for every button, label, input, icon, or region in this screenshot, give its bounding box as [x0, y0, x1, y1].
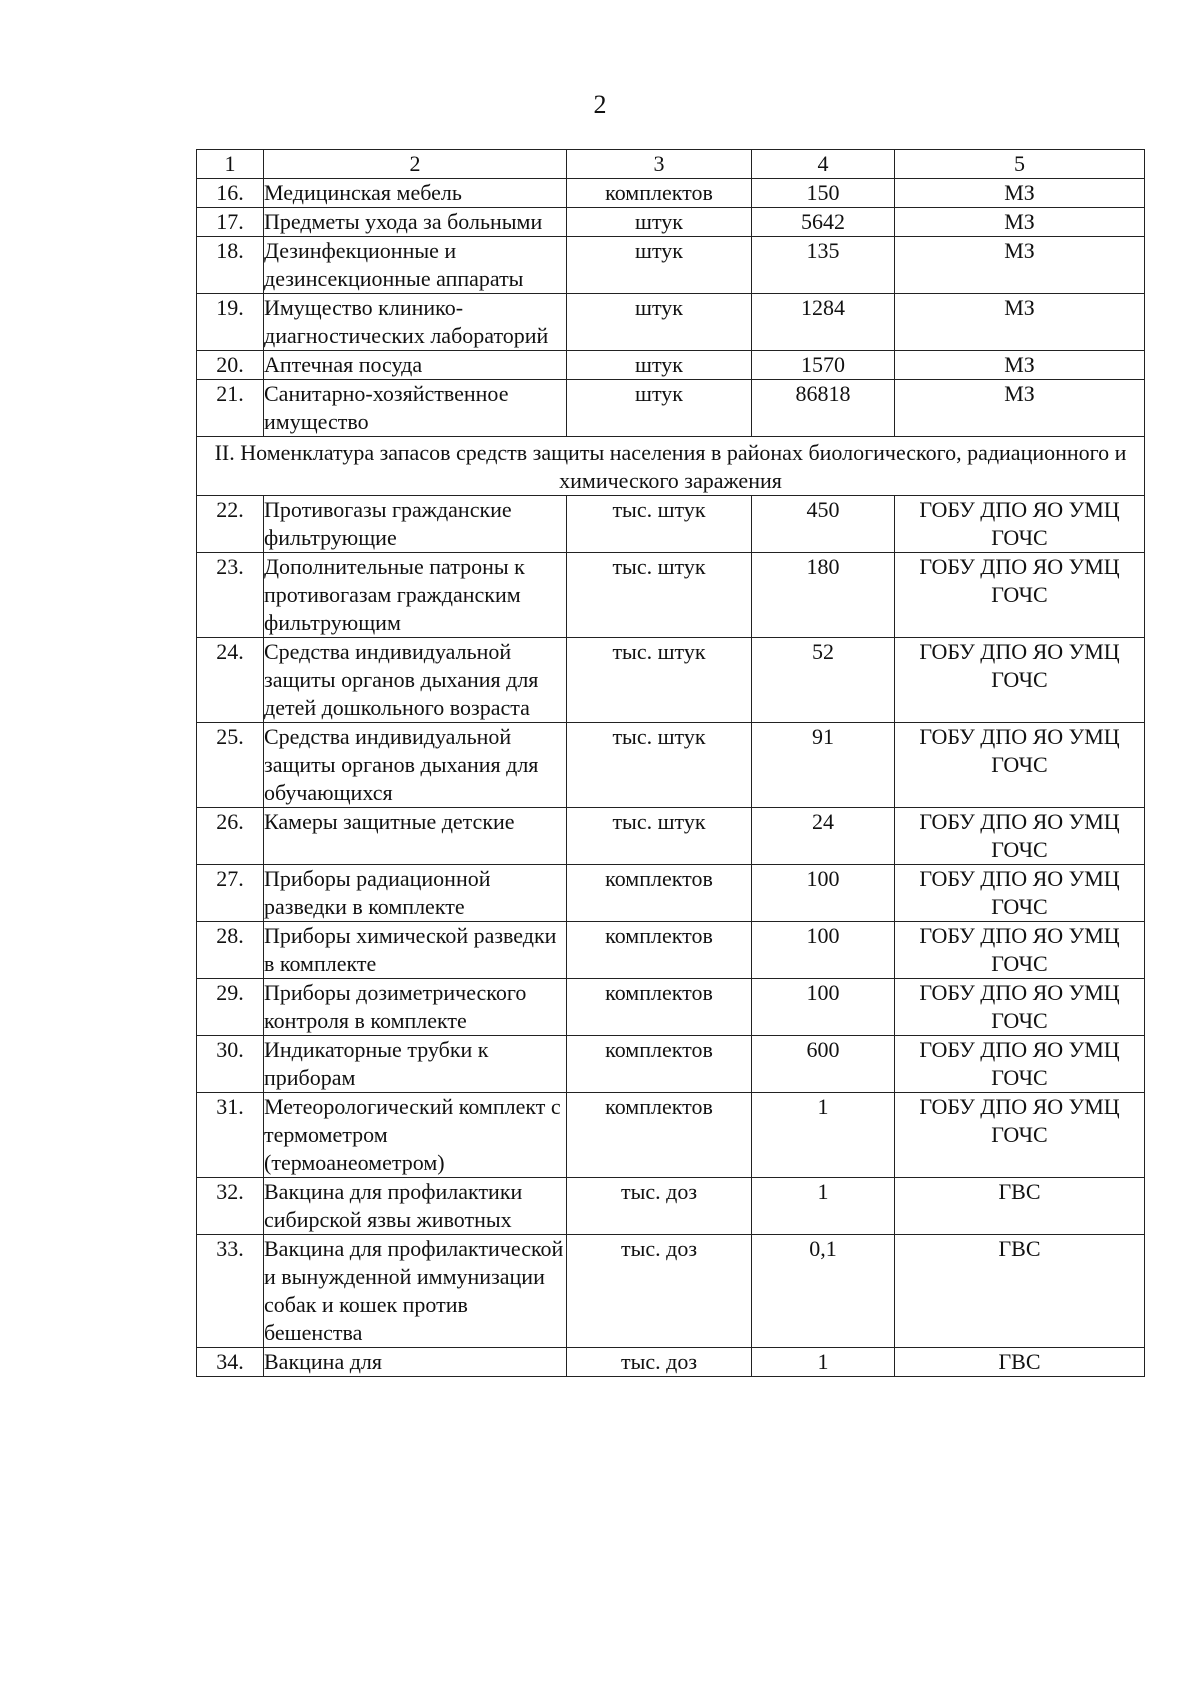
- table-row: [197, 865, 1145, 922]
- row-number: 28.: [197, 922, 264, 979]
- quantity: 24: [752, 808, 895, 865]
- column-header-2: 2: [264, 150, 567, 179]
- responsible-body: МЗ: [895, 179, 1145, 208]
- unit-of-measure: комплектов: [567, 865, 752, 922]
- quantity: 150: [752, 179, 895, 208]
- unit-of-measure: комплектов: [567, 922, 752, 979]
- responsible-body: ГОБУ ДПО ЯО УМЦ ГОЧС: [895, 496, 1145, 553]
- row-number: 20.: [197, 351, 264, 380]
- quantity: 86818: [752, 380, 895, 437]
- column-header-1: 1: [197, 150, 264, 179]
- row-number: 27.: [197, 865, 264, 922]
- quantity: 135: [752, 237, 895, 294]
- item-name: Вакцина для профилактики сибирской язвы животных: [264, 1178, 567, 1235]
- unit-of-measure: комплектов: [567, 1036, 752, 1093]
- item-name: Средства индивидуальной защиты органов дыхания для детей дошкольного возраста: [264, 638, 567, 723]
- quantity: 100: [752, 979, 895, 1036]
- row-number: 16.: [197, 179, 264, 208]
- table-row: [197, 1235, 1145, 1348]
- unit-of-measure: комплектов: [567, 979, 752, 1036]
- unit-of-measure: штук: [567, 380, 752, 437]
- table-row: [197, 237, 1145, 294]
- quantity: 1570: [752, 351, 895, 380]
- unit-of-measure: тыс. штук: [567, 496, 752, 553]
- table-row: [197, 496, 1145, 553]
- row-number: 32.: [197, 1178, 264, 1235]
- quantity: 1: [752, 1178, 895, 1235]
- unit-of-measure: тыс. штук: [567, 723, 752, 808]
- row-number: 29.: [197, 979, 264, 1036]
- quantity: 1: [752, 1093, 895, 1178]
- responsible-body: МЗ: [895, 380, 1145, 437]
- item-name: Средства индивидуальной защиты органов дыхания для обучающихся: [264, 723, 567, 808]
- quantity: 450: [752, 496, 895, 553]
- quantity: 100: [752, 922, 895, 979]
- unit-of-measure: комплектов: [567, 179, 752, 208]
- unit-of-measure: штук: [567, 237, 752, 294]
- table-row: [197, 553, 1145, 638]
- row-number: 17.: [197, 208, 264, 237]
- item-name: Аптечная посуда: [264, 351, 567, 380]
- item-name: Метеорологический комплект с термометром (термоанеометром): [264, 1093, 567, 1178]
- quantity: 1284: [752, 294, 895, 351]
- unit-of-measure: штук: [567, 294, 752, 351]
- responsible-body: ГВС: [895, 1178, 1145, 1235]
- responsible-body: ГОБУ ДПО ЯО УМЦ ГОЧС: [895, 1036, 1145, 1093]
- table-row: [197, 351, 1145, 380]
- quantity: 100: [752, 865, 895, 922]
- unit-of-measure: комплектов: [567, 1093, 752, 1178]
- unit-of-measure: тыс. доз: [567, 1235, 752, 1348]
- page-number: 2: [593, 90, 607, 119]
- row-number: 33.: [197, 1235, 264, 1348]
- quantity: 0,1: [752, 1235, 895, 1348]
- responsible-body: МЗ: [895, 208, 1145, 237]
- column-header-row: [197, 150, 1145, 179]
- table-row: [197, 380, 1145, 437]
- nomenclature-table: [196, 149, 1145, 1377]
- responsible-body: ГОБУ ДПО ЯО УМЦ ГОЧС: [895, 638, 1145, 723]
- item-name: Приборы химической разведки в комплекте: [264, 922, 567, 979]
- table-row: [197, 723, 1145, 808]
- table-row: [197, 208, 1145, 237]
- item-name: Индикаторные трубки к приборам: [264, 1036, 567, 1093]
- responsible-body: МЗ: [895, 237, 1145, 294]
- unit-of-measure: тыс. штук: [567, 808, 752, 865]
- table-row: [197, 179, 1145, 208]
- column-header-4: 4: [752, 150, 895, 179]
- column-header-3: 3: [567, 150, 752, 179]
- quantity: 5642: [752, 208, 895, 237]
- table-row: [197, 979, 1145, 1036]
- item-name: Приборы радиационной разведки в комплекте: [264, 865, 567, 922]
- responsible-body: ГОБУ ДПО ЯО УМЦ ГОЧС: [895, 723, 1145, 808]
- unit-of-measure: тыс. штук: [567, 553, 752, 638]
- item-name: Предметы ухода за больными: [264, 208, 567, 237]
- responsible-body: ГОБУ ДПО ЯО УМЦ ГОЧС: [895, 1093, 1145, 1178]
- responsible-body: ГОБУ ДПО ЯО УМЦ ГОЧС: [895, 979, 1145, 1036]
- quantity: 52: [752, 638, 895, 723]
- row-number: 31.: [197, 1093, 264, 1178]
- item-name: Приборы дозиметрического контроля в комплекте: [264, 979, 567, 1036]
- row-number: 30.: [197, 1036, 264, 1093]
- row-number: 25.: [197, 723, 264, 808]
- table-row: [197, 808, 1145, 865]
- unit-of-measure: тыс. доз: [567, 1178, 752, 1235]
- responsible-body: ГОБУ ДПО ЯО УМЦ ГОЧС: [895, 865, 1145, 922]
- item-name: Медицинская мебель: [264, 179, 567, 208]
- section-row: [197, 437, 1145, 496]
- item-name: Вакцина для профилактической и вынужденной иммунизации собак и кошек против бешенства: [264, 1235, 567, 1348]
- item-name: Имущество клинико-диагностических лабораторий: [264, 294, 567, 351]
- column-header-5: 5: [895, 150, 1145, 179]
- quantity: 600: [752, 1036, 895, 1093]
- item-name: Дополнительные патроны к противогазам гражданским фильтрующим: [264, 553, 567, 638]
- table-row: [197, 1036, 1145, 1093]
- responsible-body: ГОБУ ДПО ЯО УМЦ ГОЧС: [895, 808, 1145, 865]
- quantity: 91: [752, 723, 895, 808]
- item-name: Санитарно-хозяйственное имущество: [264, 380, 567, 437]
- item-name: Противогазы гражданские фильтрующие: [264, 496, 567, 553]
- table-row: [197, 1093, 1145, 1178]
- responsible-body: МЗ: [895, 294, 1145, 351]
- table-row: [197, 294, 1145, 351]
- table-row: [197, 1348, 1145, 1377]
- section-title: II. Номенклатура запасов средств защиты населения в районах биологического, радиационного и химического заражения: [197, 437, 1145, 496]
- unit-of-measure: тыс. доз: [567, 1348, 752, 1377]
- unit-of-measure: тыс. штук: [567, 638, 752, 723]
- row-number: 19.: [197, 294, 264, 351]
- table-body: [197, 150, 1145, 1377]
- item-name: Камеры защитные детские: [264, 808, 567, 865]
- item-name: Вакцина для: [264, 1348, 567, 1377]
- row-number: 24.: [197, 638, 264, 723]
- unit-of-measure: штук: [567, 351, 752, 380]
- responsible-body: МЗ: [895, 351, 1145, 380]
- row-number: 21.: [197, 380, 264, 437]
- quantity: 1: [752, 1348, 895, 1377]
- row-number: 23.: [197, 553, 264, 638]
- item-name: Дезинфекционные и дезинсекционные аппараты: [264, 237, 567, 294]
- responsible-body: ГОБУ ДПО ЯО УМЦ ГОЧС: [895, 922, 1145, 979]
- unit-of-measure: штук: [567, 208, 752, 237]
- table-row: [197, 638, 1145, 723]
- row-number: 22.: [197, 496, 264, 553]
- row-number: 26.: [197, 808, 264, 865]
- responsible-body: ГВС: [895, 1235, 1145, 1348]
- row-number: 34.: [197, 1348, 264, 1377]
- table-row: [197, 1178, 1145, 1235]
- row-number: 18.: [197, 237, 264, 294]
- table-row: [197, 922, 1145, 979]
- responsible-body: ГОБУ ДПО ЯО УМЦ ГОЧС: [895, 553, 1145, 638]
- responsible-body: ГВС: [895, 1348, 1145, 1377]
- quantity: 180: [752, 553, 895, 638]
